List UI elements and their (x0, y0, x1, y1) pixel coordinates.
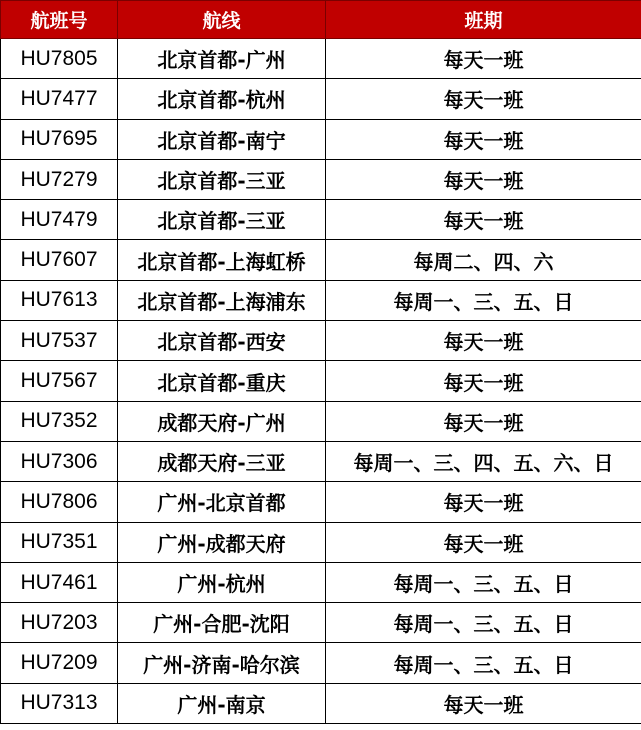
route-cell: 北京首都-杭州 (118, 79, 326, 119)
flight-number-header: 航班号 (1, 1, 118, 39)
flight-number-cell: HU7352 (1, 401, 118, 441)
table-row (1, 482, 641, 522)
table-header-row (1, 1, 641, 39)
flight-number-cell: HU7313 (1, 683, 118, 723)
route-cell: 北京首都-西安 (118, 321, 326, 361)
schedule-header: 班期 (326, 1, 641, 39)
table-row (1, 522, 641, 562)
flight-number-cell: HU7306 (1, 441, 118, 481)
schedule-cell: 每天一班 (326, 482, 641, 522)
flight-number-cell: HU7461 (1, 562, 118, 602)
table-row (1, 603, 641, 643)
schedule-cell: 每天一班 (326, 119, 641, 159)
table-row (1, 119, 641, 159)
flight-number-cell: HU7203 (1, 603, 118, 643)
schedule-cell: 每天一班 (326, 522, 641, 562)
schedule-cell: 每天一班 (326, 200, 641, 240)
route-cell: 北京首都-三亚 (118, 200, 326, 240)
flight-number-cell: HU7695 (1, 119, 118, 159)
schedule-cell: 每天一班 (326, 401, 641, 441)
schedule-cell: 每天一班 (326, 321, 641, 361)
table-body (1, 39, 641, 724)
table-row (1, 240, 641, 280)
table-row (1, 79, 641, 119)
route-cell: 北京首都-南宁 (118, 119, 326, 159)
table-row (1, 361, 641, 401)
schedule-cell: 每天一班 (326, 361, 641, 401)
flight-number-cell: HU7613 (1, 280, 118, 320)
table-row (1, 643, 641, 683)
table-row (1, 39, 641, 79)
schedule-cell: 每周一、三、五、日 (326, 562, 641, 602)
schedule-cell: 每天一班 (326, 683, 641, 723)
schedule-cell: 每天一班 (326, 159, 641, 199)
table-row (1, 401, 641, 441)
schedule-cell: 每周一、三、四、五、六、日 (326, 441, 641, 481)
route-cell: 北京首都-广州 (118, 39, 326, 79)
table-row (1, 321, 641, 361)
route-cell: 广州-合肥-沈阳 (118, 603, 326, 643)
flight-number-cell: HU7479 (1, 200, 118, 240)
route-cell: 北京首都-上海浦东 (118, 280, 326, 320)
route-cell: 广州-南京 (118, 683, 326, 723)
table-row (1, 280, 641, 320)
route-cell: 广州-济南-哈尔滨 (118, 643, 326, 683)
flight-number-cell: HU7537 (1, 321, 118, 361)
table-row (1, 200, 641, 240)
flight-number-cell: HU7607 (1, 240, 118, 280)
flight-number-cell: HU7279 (1, 159, 118, 199)
route-cell: 广州-成都天府 (118, 522, 326, 562)
table-row (1, 683, 641, 723)
table-row (1, 159, 641, 199)
schedule-cell: 每周二、四、六 (326, 240, 641, 280)
route-cell: 北京首都-上海虹桥 (118, 240, 326, 280)
route-cell: 成都天府-三亚 (118, 441, 326, 481)
route-header: 航线 (118, 1, 326, 39)
route-cell: 广州-北京首都 (118, 482, 326, 522)
route-cell: 成都天府-广州 (118, 401, 326, 441)
schedule-cell: 每周一、三、五、日 (326, 643, 641, 683)
flight-number-cell: HU7806 (1, 482, 118, 522)
flight-number-cell: HU7805 (1, 39, 118, 79)
schedule-cell: 每周一、三、五、日 (326, 280, 641, 320)
schedule-cell: 每天一班 (326, 79, 641, 119)
schedule-cell: 每天一班 (326, 39, 641, 79)
schedule-cell: 每周一、三、五、日 (326, 603, 641, 643)
route-cell: 北京首都-重庆 (118, 361, 326, 401)
table-row (1, 441, 641, 481)
flight-number-cell: HU7351 (1, 522, 118, 562)
flight-number-cell: HU7477 (1, 79, 118, 119)
route-cell: 广州-杭州 (118, 562, 326, 602)
flight-number-cell: HU7567 (1, 361, 118, 401)
route-cell: 北京首都-三亚 (118, 159, 326, 199)
flight-number-cell: HU7209 (1, 643, 118, 683)
table-row (1, 562, 641, 602)
